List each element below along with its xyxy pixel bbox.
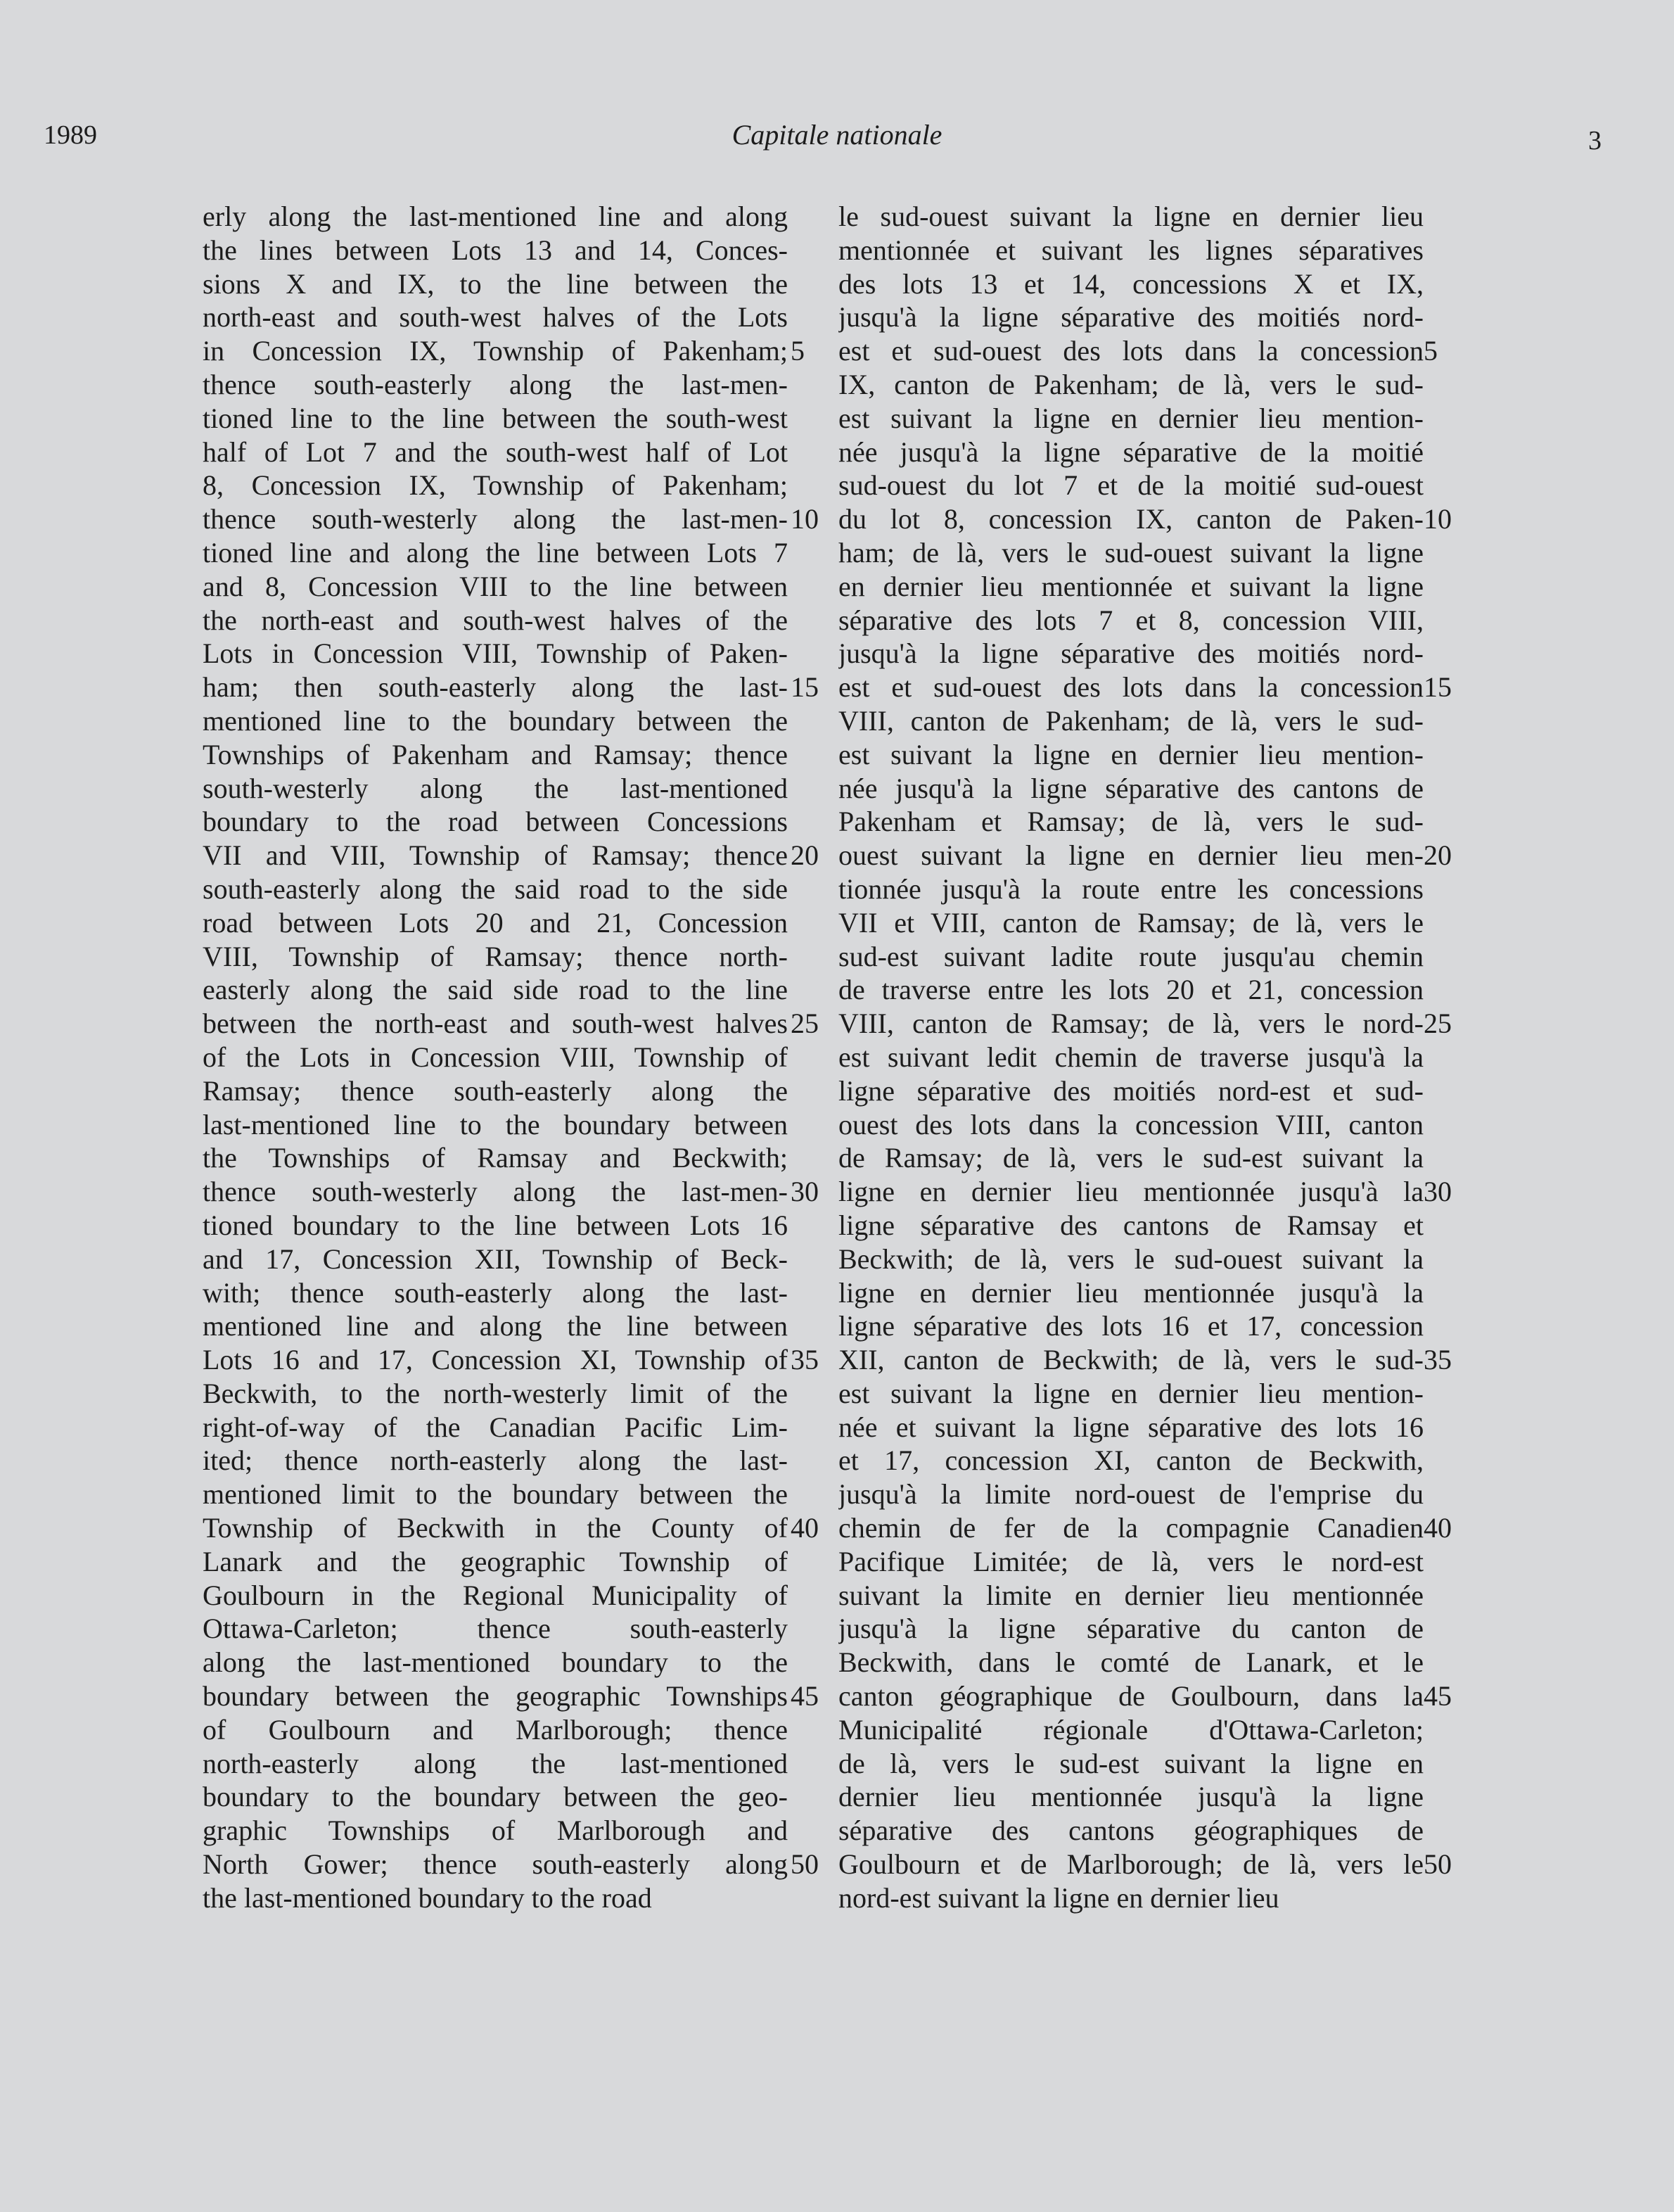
english-text-line: thence south-westerly along the last-men-	[203, 503, 788, 535]
french-text-line: ouest suivant la ligne en dernier lieu men-	[838, 839, 1424, 872]
line-number-en: 20	[791, 839, 819, 872]
english-text-line: in Concession IX, Township of Pakenham;	[203, 335, 788, 367]
french-text-line: tionnée jusqu'à la route entre les concessions	[838, 872, 1424, 905]
french-text-line: jusqu'à la ligne séparative du canton de	[838, 1613, 1424, 1645]
english-text-line: boundary to the boundary between the geo-	[203, 1781, 788, 1813]
english-text-line: ited; thence north-easterly along the last-	[203, 1444, 788, 1477]
french-text-line: ligne en dernier lieu mentionnée jusqu'à la	[838, 1276, 1424, 1309]
french-text-line: est suivant la ligne en dernier lieu mention-	[838, 402, 1424, 434]
english-text-line: ham; then south-easterly along the last-	[203, 671, 788, 704]
french-text-line: et 17, concession XI, canton de Beckwith,	[838, 1444, 1424, 1477]
line-number-en: 5	[791, 335, 805, 367]
french-text-line: IX, canton de Pakenham; de là, vers le sud-	[838, 368, 1424, 400]
english-text-line: VII and VIII, Township of Ramsay; thence	[203, 839, 788, 872]
line-number-en: 35	[791, 1344, 819, 1376]
english-text-line: between the north-east and south-west halves	[203, 1008, 788, 1040]
french-text-line: ham; de là, vers le sud-ouest suivant la ligne	[838, 536, 1424, 568]
line-number-fr: 45	[1424, 1680, 1452, 1712]
french-text-line: est suivant ledit chemin de traverse jusqu'à la	[838, 1041, 1424, 1073]
english-column	[203, 200, 788, 1915]
line-number-en: 30	[791, 1176, 819, 1208]
english-text-line: road between Lots 20 and 21, Concession	[203, 906, 788, 939]
french-text-line: sud-est suivant ladite route jusqu'au chemin	[838, 940, 1424, 972]
french-text-line: ligne en dernier lieu mentionnée jusqu'à la	[838, 1176, 1424, 1208]
english-text-line: Township of Beckwith in the County of	[203, 1512, 788, 1544]
english-text-line: Ramsay; thence south-easterly along the	[203, 1074, 788, 1107]
french-text-line: Beckwith; de là, vers le sud-ouest suivant la	[838, 1242, 1424, 1275]
english-text-line: south-easterly along the said road to the side	[203, 872, 788, 905]
french-text-line: VIII, canton de Ramsay; de là, vers le nord-	[838, 1008, 1424, 1040]
french-text-line: est et sud-ouest des lots dans la concession	[838, 335, 1424, 367]
english-text-line: graphic Townships of Marlborough and	[203, 1814, 788, 1847]
english-text-line: boundary between the geographic Townships	[203, 1680, 788, 1712]
french-text-line: mentionnée et suivant les lignes séparatives	[838, 234, 1424, 266]
french-text-line: Pacifique Limitée; de là, vers le nord-est	[838, 1545, 1424, 1577]
line-number-fr: 15	[1424, 671, 1452, 704]
english-text-line: North Gower; thence south-easterly along	[203, 1848, 788, 1881]
french-text-line: chemin de fer de la compagnie Canadien	[838, 1512, 1424, 1544]
english-text-line: the Townships of Ramsay and Beckwith;	[203, 1142, 788, 1174]
english-text-line: 8, Concession IX, Township of Pakenham;	[203, 469, 788, 502]
english-text-line: easterly along the said side road to the line	[203, 974, 788, 1006]
french-text-line: de là, vers le sud-est suivant la ligne en	[838, 1747, 1424, 1779]
english-text-line: Townships of Pakenham and Ramsay; thence	[203, 738, 788, 770]
page-number: 3	[1588, 126, 1602, 155]
english-text-line: Goulbourn in the Regional Municipality of	[203, 1579, 788, 1611]
line-number-fr: 30	[1424, 1176, 1452, 1208]
french-text-line: dernier lieu mentionnée jusqu'à la ligne	[838, 1781, 1424, 1813]
french-text-line: ligne séparative des lots 16 et 17, concession	[838, 1310, 1424, 1342]
line-number-fr: 35	[1424, 1344, 1452, 1376]
french-text-line: en dernier lieu mentionnée et suivant la ligne	[838, 570, 1424, 602]
line-number-fr: 50	[1424, 1848, 1452, 1881]
line-number-en: 10	[791, 503, 819, 535]
french-text-line: Beckwith, dans le comté de Lanark, et le	[838, 1646, 1424, 1679]
french-text-line: VIII, canton de Pakenham; de là, vers le sud-	[838, 704, 1424, 737]
english-text-line: Lanark and the geographic Township of	[203, 1545, 788, 1577]
english-text-line: thence south-easterly along the last-men-	[203, 368, 788, 400]
french-text-line: Pakenham et Ramsay; de là, vers le sud-	[838, 806, 1424, 838]
french-text-line: ouest des lots dans la concession VIII, canton	[838, 1108, 1424, 1140]
french-text-line: née jusqu'à la ligne séparative des cantons de	[838, 772, 1424, 804]
line-number-fr: 20	[1424, 839, 1452, 872]
french-text-line: séparative des cantons géographiques de	[838, 1814, 1424, 1847]
french-text-line: née jusqu'à la ligne séparative de la moitié	[838, 436, 1424, 468]
english-text-line: mentioned line and along the line between	[203, 1310, 788, 1342]
english-text-line: sions X and IX, to the line between the	[203, 267, 788, 300]
french-text-line: VII et VIII, canton de Ramsay; de là, vers le	[838, 906, 1424, 939]
english-text-line: Ottawa-Carleton; thence south-easterly	[203, 1613, 788, 1645]
french-text-line: le sud-ouest suivant la ligne en dernier lieu	[838, 201, 1424, 232]
english-text-line: north-easterly along the last-mentioned	[203, 1747, 788, 1779]
english-text-line: Lots in Concession VIII, Township of Paken-	[203, 637, 788, 670]
english-text-line: north-east and south-west halves of the Lots	[203, 301, 788, 333]
english-text-line: tioned boundary to the line between Lots 16	[203, 1209, 788, 1241]
french-text-line: jusqu'à la ligne séparative des moitiés nord-	[838, 301, 1424, 333]
french-text-line: née et suivant la ligne séparative des lots 16	[838, 1411, 1424, 1443]
english-text-line: boundary to the road between Concessions	[203, 806, 788, 838]
english-text-line: with; thence south-easterly along the last-	[203, 1276, 788, 1309]
english-text-line: the last-mentioned boundary to the road	[203, 1881, 652, 1914]
english-text-line: of Goulbourn and Marlborough; thence	[203, 1713, 788, 1746]
english-text-line: Beckwith, to the north-westerly limit of the	[203, 1377, 788, 1409]
french-text-line: séparative des lots 7 et 8, concession VIII,	[838, 604, 1424, 636]
page-year: 1989	[44, 120, 97, 150]
english-text-line: Lots 16 and 17, Concession XI, Township of	[203, 1344, 788, 1376]
english-text-line: erly along the last-mentioned line and along	[203, 201, 788, 232]
line-number-fr: 40	[1424, 1512, 1452, 1544]
english-text-line: and 8, Concession VIII to the line between	[203, 570, 788, 602]
english-text-line: tioned line to the line between the south-west	[203, 402, 788, 434]
english-text-line: mentioned line to the boundary between the	[203, 704, 788, 737]
english-text-line: right-of-way of the Canadian Pacific Lim-	[203, 1411, 788, 1443]
english-text-line: mentioned limit to the boundary between the	[203, 1478, 788, 1511]
english-text-line: along the last-mentioned boundary to the	[203, 1646, 788, 1679]
page-title: Capitale nationale	[731, 119, 943, 151]
french-text-line: de Ramsay; de là, vers le sud-est suivant la	[838, 1142, 1424, 1174]
french-text-line: est suivant la ligne en dernier lieu mention-	[838, 738, 1424, 770]
french-text-line: sud-ouest du lot 7 et de la moitié sud-ouest	[838, 469, 1424, 502]
english-text-line: half of Lot 7 and the south-west half of Lot	[203, 436, 788, 468]
line-number-en: 15	[791, 671, 819, 704]
french-text-line: ligne séparative des cantons de Ramsay et	[838, 1209, 1424, 1241]
english-text-line: the north-east and south-west halves of the	[203, 604, 788, 636]
english-text-line: south-westerly along the last-mentioned	[203, 772, 788, 804]
english-text-line: thence south-westerly along the last-men-	[203, 1176, 788, 1208]
french-text-line: canton géographique de Goulbourn, dans la	[838, 1680, 1424, 1712]
english-text-line: VIII, Township of Ramsay; thence north-	[203, 940, 788, 972]
french-text-line: des lots 13 et 14, concessions X et IX,	[838, 267, 1424, 300]
french-text-line: ligne séparative des moitiés nord-est et sud-	[838, 1074, 1424, 1107]
line-number-fr: 25	[1424, 1008, 1452, 1040]
french-text-line: du lot 8, concession IX, canton de Paken-	[838, 503, 1424, 535]
english-text-line: of the Lots in Concession VIII, Township of	[203, 1041, 788, 1073]
line-number-en: 50	[791, 1848, 819, 1881]
french-text-line: nord-est suivant la ligne en dernier lieu	[838, 1881, 1279, 1914]
french-text-line: jusqu'à la ligne séparative des moitiés nord-	[838, 637, 1424, 670]
line-number-en: 40	[791, 1512, 819, 1544]
french-text-line: Goulbourn et de Marlborough; de là, vers le	[838, 1848, 1424, 1881]
french-text-line: XII, canton de Beckwith; de là, vers le sud-	[838, 1344, 1424, 1376]
french-text-line: de traverse entre les lots 20 et 21, concession	[838, 974, 1424, 1006]
english-text-line: the lines between Lots 13 and 14, Conces-	[203, 234, 788, 266]
line-number-en: 25	[791, 1008, 819, 1040]
english-text-line: and 17, Concession XII, Township of Beck-	[203, 1242, 788, 1275]
line-number-fr: 10	[1424, 503, 1452, 535]
line-number-en: 45	[791, 1680, 819, 1712]
french-text-line: Municipalité régionale d'Ottawa-Carleton;	[838, 1713, 1424, 1746]
line-number-fr: 5	[1424, 335, 1438, 367]
english-text-line: last-mentioned line to the boundary between	[203, 1108, 788, 1140]
french-text-line: est suivant la ligne en dernier lieu mention-	[838, 1377, 1424, 1409]
french-text-line: jusqu'à la limite nord-ouest de l'emprise du	[838, 1478, 1424, 1511]
english-text-line: tioned line and along the line between Lots 7	[203, 536, 788, 568]
french-text-line: est et sud-ouest des lots dans la concession	[838, 671, 1424, 704]
french-text-line: suivant la limite en dernier lieu mentionnée	[838, 1579, 1424, 1611]
french-column	[838, 200, 1424, 1915]
